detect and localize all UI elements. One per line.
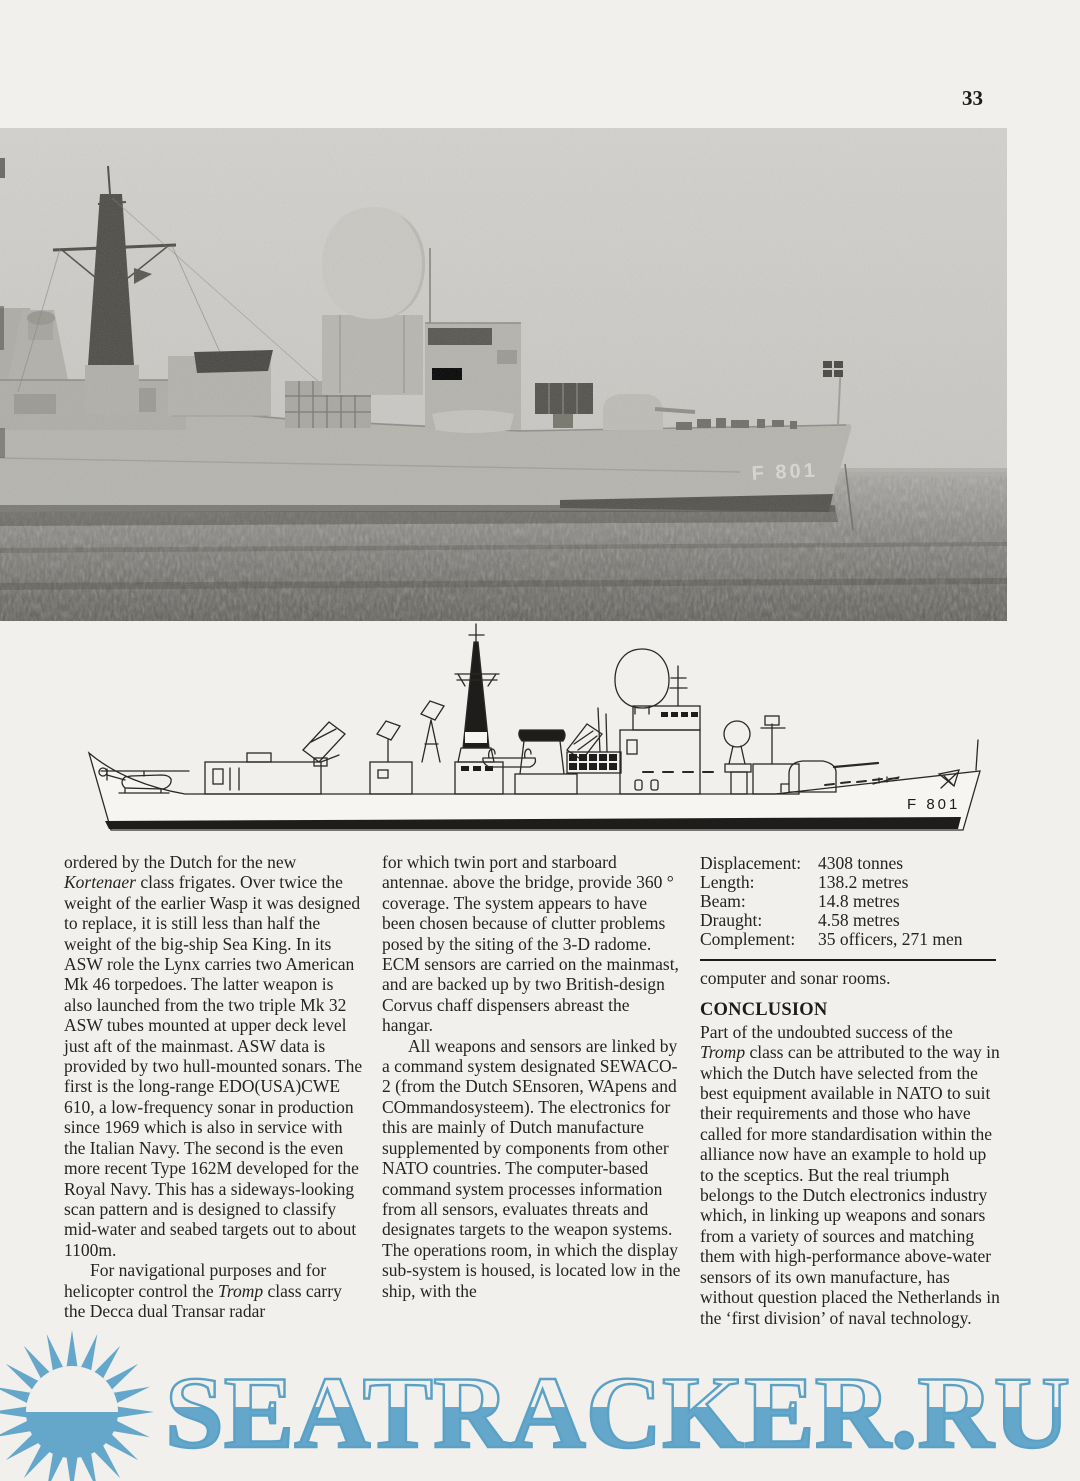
- page-number: 33: [962, 86, 983, 110]
- spec-label: Displacement:: [700, 853, 802, 873]
- sun-logo: [0, 1330, 154, 1481]
- photo-hull-number: F 801: [751, 459, 819, 485]
- ball-radome: [724, 721, 751, 794]
- spec-row: [700, 854, 1000, 873]
- hangar: [205, 753, 339, 794]
- spec-row: [700, 911, 1000, 930]
- drawing-hull-number: F 801: [907, 796, 961, 813]
- ship-line-drawing: [75, 622, 1005, 845]
- drawing-radome: [615, 649, 669, 708]
- paragraph: ordered by the Dutch for the new Kortenaer class frigates. Over twice the weight of the earlier Wasp it was designed to replace, it is still less than half the weight of the big-ship Sea King. In its ASW role the Lynx carries two American Mk 46 torpedoes. The latter weapon is also launched from the two triple Mk 32 ASW tubes mounted at upper deck level just aft of the mainmast. ASW data is provided by two hull-mounted sonars. The first is the long-range EDO(USA)CWE 610, a low-frequency sonar in production since 1969 which is also in service with the Italian Navy. The second is the even more recent Type 162M developed for the Royal Navy. This has a sideways-looking scan pattern and is designed to classify mid-water and seabed targets out to about 1100m.: [64, 852, 363, 1260]
- spec-value: 14.8 metres: [818, 891, 900, 911]
- spec-value: 138.2 metres: [818, 872, 909, 892]
- spec-value: 4.58 metres: [818, 910, 900, 930]
- paragraph: for which twin port and starboard antennae. above the bridge, provide 360 ° coverage. The system appears to have been chosen because of clutter problems posed by the siting of the 3-D radome. ECM sensors are carried on the mainmast, and are backed up by two British-design Corvus chaff dispensers abreast the hangar.: [382, 852, 679, 1036]
- funnel: [515, 730, 577, 794]
- spec-value: 4308 tonnes: [818, 853, 904, 873]
- deck-stowage-grid: [567, 752, 621, 773]
- spec-label: Draught:: [700, 910, 763, 930]
- forward-deckhouse: [753, 716, 799, 794]
- article-body: [64, 852, 1004, 1328]
- paragraph: All weapons and sensors are linked by a command system designated SEWACO-2 (from the Dutch SEnsoren, WApens and COmmandosysteem). The electronics for this are mainly of Dutch manufacture supplemented by components from other NATO countries. The computer-based command system processes information from all sensors, evaluates threats and designates targets to the weapon systems. The operations room, in which the display sub-system is housed, is located low in the ship, with the: [382, 1035, 681, 1301]
- radar-dish: [370, 721, 412, 794]
- text-column-1: [64, 852, 364, 1328]
- ship-profile-drawing: [75, 622, 1005, 845]
- tripod-mast: [421, 701, 444, 762]
- watermark-text: SEATRACKER.RU: [165, 1356, 1070, 1470]
- text-column-3: [700, 852, 1000, 1328]
- paragraph: Part of the undoubted success of the Tromp class can be attributed to the way in which the Dutch have selected from the best equipment available in NATO to suit their requirements and those who have called for more standardisation within the alliance now have an example to hold up to the sceptics. But the real triumph belongs to the Dutch electronics industry which, in linking up weapons and sonars from a variety of sources and matching them with high-performance above-water sensors of its own manufacture, has without question placed the Netherlands in the ‘first division’ of naval technology.: [700, 1021, 1000, 1328]
- conclusion-heading: CONCLUSION: [700, 1000, 828, 1021]
- photo-grain-overlay: [0, 128, 1007, 621]
- missile-launcher: [303, 722, 345, 766]
- spec-label: Length:: [700, 872, 755, 892]
- specifications-table: [700, 854, 1000, 949]
- spec-label: Beam:: [700, 891, 746, 911]
- spec-row: [700, 873, 1000, 892]
- conclusion-body: [700, 1022, 1000, 1328]
- spec-value: 35 officers, 271 men: [818, 929, 963, 949]
- mainmast: [455, 624, 503, 794]
- watermark: [0, 1320, 1080, 1481]
- spec-row: [700, 930, 1000, 949]
- text-column-2: [382, 852, 682, 1328]
- paragraph: For navigational purposes and for helicopter control the Tromp class carry the Decca dual Transar radar: [64, 1260, 342, 1321]
- ship-photo-image: [0, 128, 1007, 621]
- spec-row: [700, 892, 1000, 911]
- continuation-text: computer and sonar rooms.: [700, 968, 891, 988]
- ships-boat: [483, 749, 536, 767]
- spec-label: Complement:: [700, 929, 796, 949]
- divider-rule: [700, 959, 996, 961]
- ship-photo: [0, 128, 1007, 621]
